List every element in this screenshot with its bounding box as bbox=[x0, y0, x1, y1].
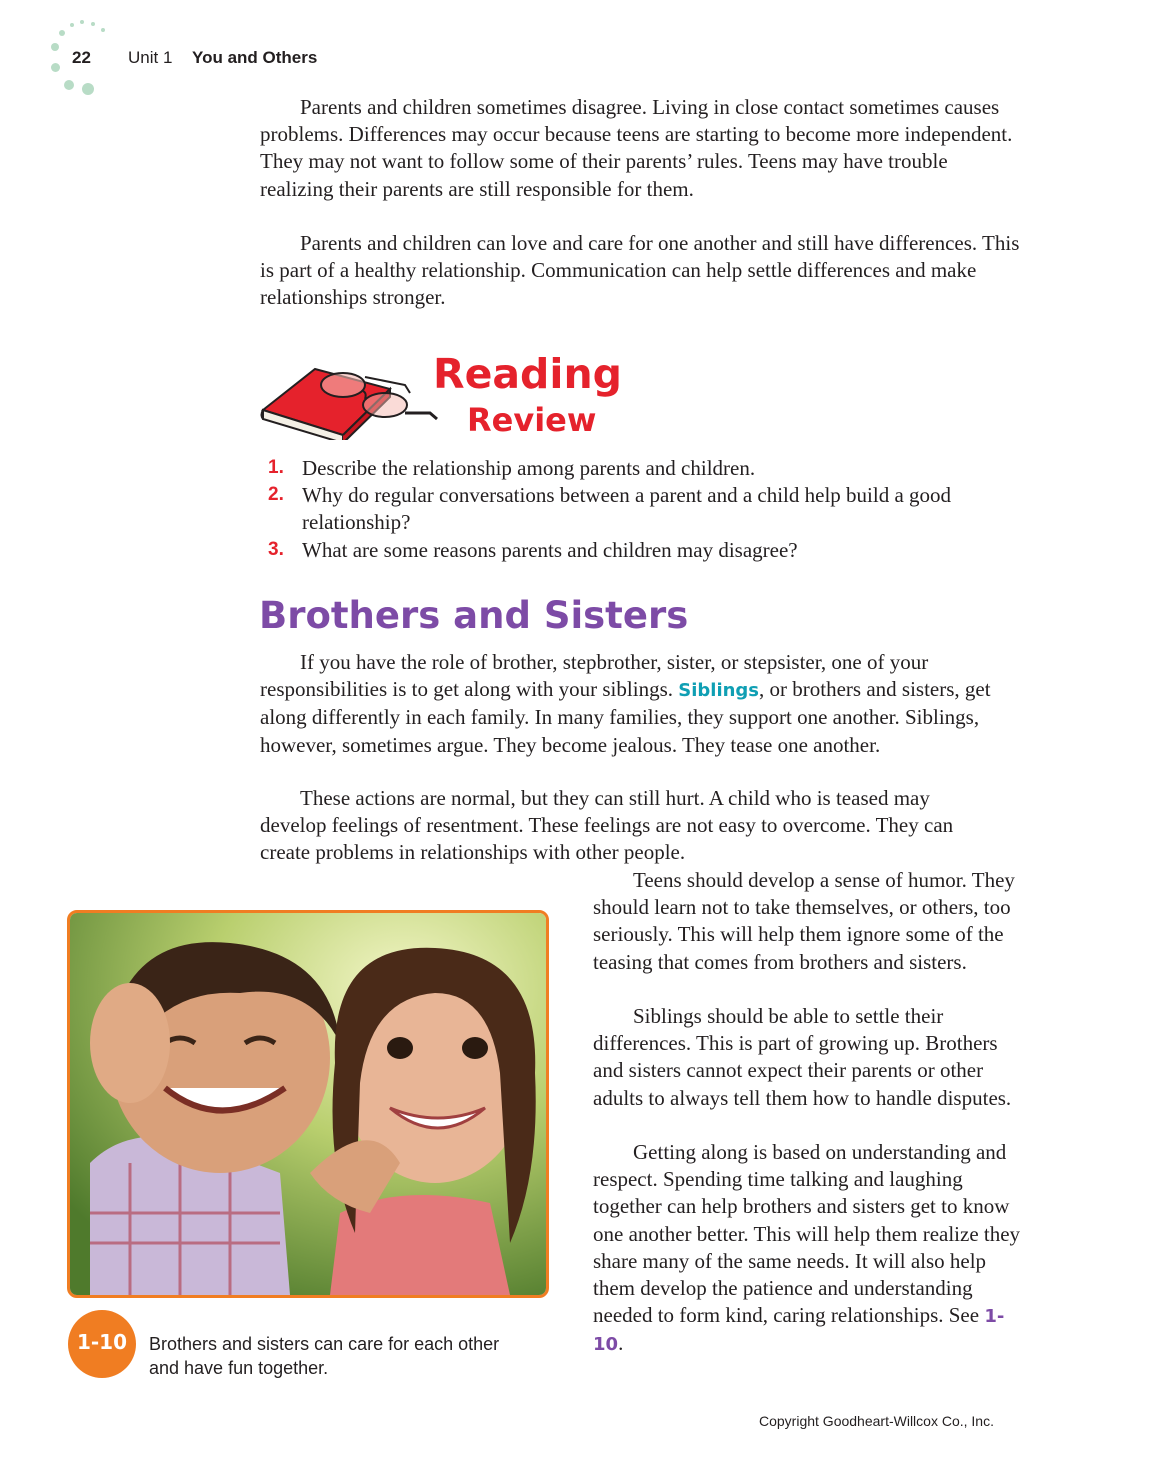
section-paragraph-2: These actions are normal, but they can still hurt. A child who is teased may develop feelings of resentment. These feelings are not easy to overcome. They can create problems in relationships with other people. bbox=[260, 786, 954, 865]
unit-label: Unit 1 bbox=[128, 48, 173, 67]
key-term-siblings: Siblings bbox=[678, 680, 760, 702]
copyright-footer: Copyright Goodheart-Willcox Co., Inc. bbox=[759, 1413, 994, 1429]
book-glasses-icon bbox=[255, 355, 445, 440]
question-text: What are some reasons parents and children may disagree? bbox=[302, 538, 798, 562]
reading-review-title-line2: Review bbox=[467, 401, 597, 439]
unit-title: You and Others bbox=[192, 48, 318, 67]
page-number: 22 bbox=[72, 48, 91, 67]
siblings-photo-illustration bbox=[70, 913, 546, 1295]
figure-label: 1-10 bbox=[76, 1330, 128, 1354]
question-number: 3. bbox=[268, 539, 284, 560]
section-paragraph-3: Teens should develop a sense of humor. They should learn not to take themselves, or others, too seriously. This will help them ignore some of the teasing that comes from brothers and sisters. bbox=[593, 868, 1015, 974]
reading-review-title-line1: Reading bbox=[433, 350, 622, 398]
figure-photo bbox=[67, 910, 549, 1298]
section-paragraph-4: Siblings should be able to settle their differences. This is part of growing up. Brothers and sisters cannot expect their parents or other adults to always tell them how to handle disputes. bbox=[593, 1004, 1012, 1110]
figure-caption: Brothers and sisters can care for each other and have fun together. bbox=[149, 1334, 500, 1378]
question-text: Why do regular conversations between a parent and a child help build a good relationship? bbox=[302, 483, 952, 534]
question-number: 2. bbox=[268, 484, 284, 505]
figure-reference: 1-10 bbox=[593, 1306, 1005, 1356]
intro-paragraph-1: Parents and children sometimes disagree. Living in close contact sometimes causes problems. Differences may occur because teens are starting to become more independent. They may not want to follow some of their parents’ rules. Teens may have trouble realizing their parents are still responsible for them. bbox=[260, 95, 1013, 201]
question-text: Describe the relationship among parents and children. bbox=[302, 456, 756, 480]
figure-label-badge bbox=[68, 1310, 136, 1378]
section-paragraph-1: If you have the role of brother, stepbrother, sister, or stepsister, one of your responsibilities is to get along with your siblings. Siblings, or brothers and sisters, get along differently in each family. In many families, they support one another. Siblings, however, sometimes argue. They become jealous. They tease one another. bbox=[260, 650, 991, 757]
section-paragraph-5: Getting along is based on understanding and respect. Spending time talking and laughing together can help brothers and sisters get to know one another better. This will help them realize they share many of the same needs. It will also help them develop the patience and understanding needed to form kind, caring relationships. See 1-10. bbox=[593, 1140, 1021, 1356]
section-heading: Brothers and Sisters bbox=[259, 594, 689, 637]
question-number: 1. bbox=[268, 457, 284, 478]
intro-paragraph-2: Parents and children can love and care for one another and still have differences. This is part of a healthy relationship. Communication can help settle differences and make relationships stronger. bbox=[260, 231, 1020, 310]
